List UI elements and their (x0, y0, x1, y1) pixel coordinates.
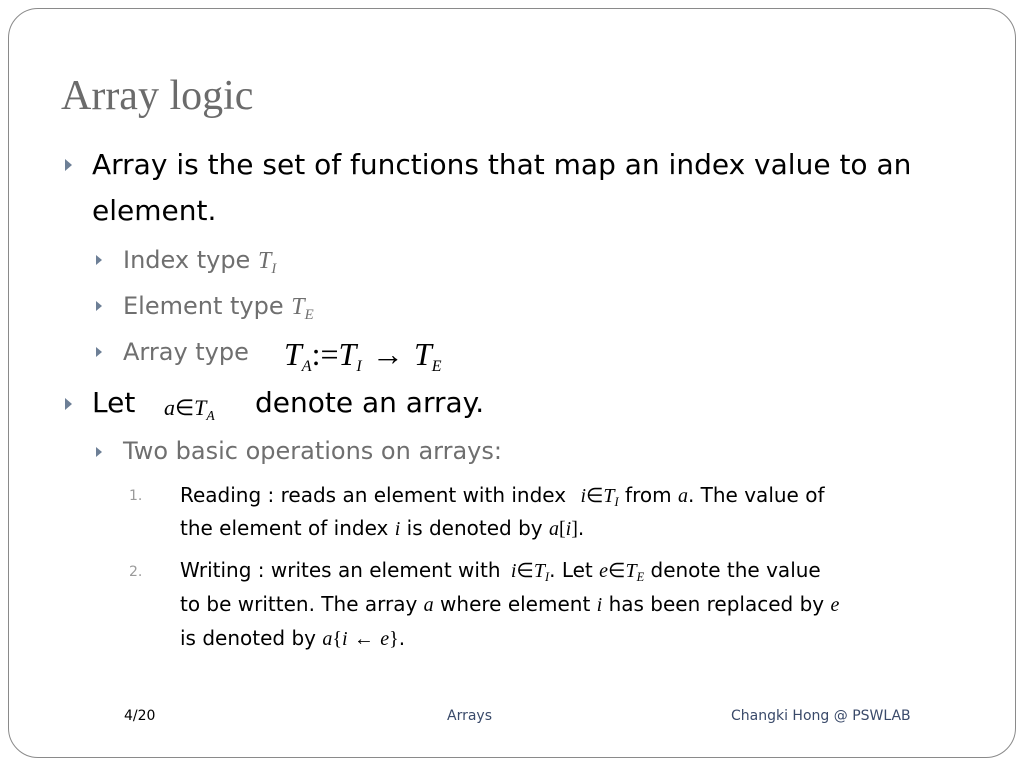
operation-2-number: 2. (129, 564, 143, 580)
operation-1-number: 1. (129, 488, 143, 504)
bullet-arrow-icon (65, 398, 72, 410)
array-type-item (123, 335, 249, 369)
element-type-var: T (291, 294, 305, 320)
bullet-1-line-2: element. (92, 194, 217, 227)
footer-topic: Arrays (447, 708, 493, 724)
array-type-formula: TA:=TI → TE (284, 336, 442, 375)
slide-title: Array logic (61, 73, 254, 119)
bullet-2-pre: Let (92, 386, 136, 419)
index-type-label: Index type (123, 246, 251, 274)
array-membership-formula: $a\in T_A$ (164, 395, 215, 423)
index-type-sub: I (271, 261, 277, 278)
element-type-sub: E (304, 307, 314, 324)
sub-bullet-arrow-icon (96, 447, 102, 457)
sub-bullet-arrow-icon (96, 255, 102, 265)
operation-2-line-1: Writing : writes an element with $i\in T_I$. Let $e\in T_E$ denote the value (180, 558, 821, 585)
array-type-label: Array type (123, 338, 249, 366)
right-arrow-icon: → (371, 336, 404, 372)
two-operations-item: Two basic operations on arrays: (123, 437, 502, 465)
slide-frame (8, 8, 1016, 758)
index-type-var: T (257, 248, 272, 274)
bullet-2-post: denote an array. (255, 386, 485, 419)
left-arrow-icon: ← (353, 628, 374, 650)
operation-1-line-2: the element of index i is denoted by a[i]. (180, 516, 585, 540)
footer-page-number: 4/20 (124, 708, 156, 724)
sub-bullet-arrow-icon (96, 347, 102, 357)
bullet-arrow-icon (65, 159, 72, 171)
operation-1-line-1: Reading : reads an element with index $i\in T_I$ from a. The value of (180, 483, 825, 510)
operation-2-line-3: is denoted by a{i ← e}. (180, 626, 406, 650)
index-type-item (123, 243, 276, 281)
element-type-item (123, 289, 314, 327)
bullet-1-line-1: Array is the set of functions that map an index value to an (92, 148, 912, 181)
footer-author: Changki Hong @ PSWLAB (731, 708, 911, 724)
sub-bullet-arrow-icon (96, 301, 102, 311)
operation-2-line-2: to be written. The array a where element i has been replaced by e (180, 592, 840, 616)
element-type-label: Element type (123, 292, 284, 320)
